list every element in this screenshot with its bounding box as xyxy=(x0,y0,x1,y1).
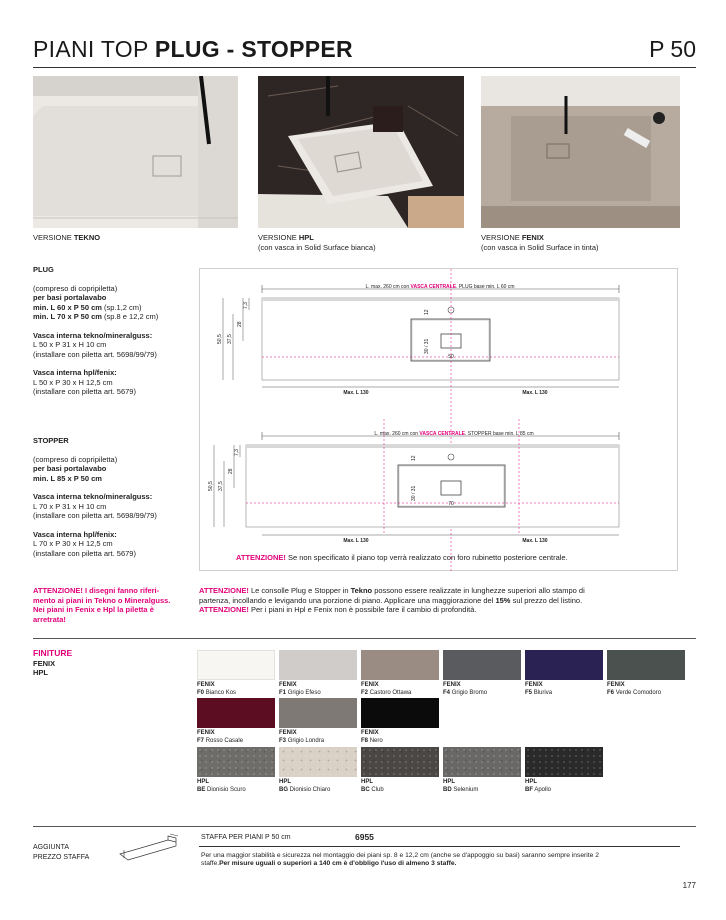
svg-text:30 / 31: 30 / 31 xyxy=(411,485,417,501)
svg-text:70: 70 xyxy=(448,501,454,507)
svg-text:7,3: 7,3 xyxy=(243,302,249,309)
svg-text:28: 28 xyxy=(228,468,234,474)
svg-text:Max. L 130: Max. L 130 xyxy=(522,538,548,544)
svg-text:12: 12 xyxy=(424,309,430,315)
swatch-label-F4: FENIX F4 Grigio Bromo xyxy=(443,682,488,696)
stopper-drawing xyxy=(208,419,619,544)
svg-text:37,5: 37,5 xyxy=(218,481,224,491)
svg-text:50,5: 50,5 xyxy=(217,334,223,344)
swatch-grid xyxy=(197,650,680,800)
photo-tekno xyxy=(33,76,238,228)
drawing-note: ATTENZIONE! Se non specificato il piano top verrà realizzato con foro rubinetto posteriore centrale. xyxy=(236,553,568,562)
svg-text:28: 28 xyxy=(237,321,243,327)
swatch-label-BE: HPL BE Dionisio Scuro xyxy=(197,779,246,793)
swatch-label-F1: FENIX F1 Grigio Efeso xyxy=(279,682,321,696)
staffa-code: 6955 xyxy=(355,832,374,842)
staffa-bracket-icon xyxy=(118,832,180,867)
svg-text:7,3: 7,3 xyxy=(234,449,240,456)
svg-text:Max. L 130: Max. L 130 xyxy=(343,538,369,544)
page-title: PIANI TOP PLUG - STOPPER xyxy=(33,36,353,62)
svg-text:L. max. 260 cm con VASCA CENTR: L. max. 260 cm con VASCA CENTRALE. STOPPER base min. L 85 cm xyxy=(374,431,534,437)
svg-text:Max. L 130: Max. L 130 xyxy=(343,390,369,396)
swatch-F3 xyxy=(279,698,357,728)
swatch-label-F2: FENIX F2 Castoro Ottawa xyxy=(361,682,412,696)
swatch-F0 xyxy=(197,650,275,680)
warning-right: ATTENZIONE! Le consolle Plug e Stopper in Tekno possono essere realizzate in lunghezze superiori allo stampo di partenza, incollando e levigando una porzione di piano. Applicare una maggiorazione del 15% sul prezzo del listino. ATTENZIONE! Per i piani in Hpl e Fenix non è possibile fare il cambio di profondità. xyxy=(199,586,585,614)
warning-left: ATTENZIONE! I disegni fanno riferi- mento ai piani in Tekno o Mineralguss. Nei piani in Fenix e Hpl la piletta è arretrata! xyxy=(33,586,171,624)
finiture-heading: FINITURE FENIX HPL xyxy=(33,648,73,677)
svg-text:50: 50 xyxy=(448,354,454,360)
caption-fenix: VERSIONE FENIX (con vasca in Solid Surface in tinta) xyxy=(481,233,599,252)
svg-text:50,5: 50,5 xyxy=(208,481,214,491)
swatch-F4 xyxy=(443,650,521,680)
swatch-label-BF: HPL BF Apollo xyxy=(525,779,552,793)
svg-text:12: 12 xyxy=(411,455,417,461)
swatch-F8 xyxy=(361,698,439,728)
swatch-BD xyxy=(443,747,521,777)
staffa-row-label: STAFFA PER PIANI P 50 cm xyxy=(201,834,291,841)
swatch-F7 xyxy=(197,698,275,728)
svg-text:Max. L 130: Max. L 130 xyxy=(522,390,548,396)
swatch-label-BC: HPL BC Club xyxy=(361,779,384,793)
page-code: P 50 xyxy=(649,36,696,62)
technical-drawing-box xyxy=(199,268,678,571)
staffa-label: AGGIUNTA PREZZO STAFFA xyxy=(33,844,90,861)
finiture-rule xyxy=(33,638,696,639)
swatch-label-BG: HPL BG Dionisio Chiaro xyxy=(279,779,331,793)
swatch-F2 xyxy=(361,650,439,680)
swatch-label-F6: FENIX F6 Verde Comodoro xyxy=(607,682,662,696)
staffa-note: Per una maggior stabilità e sicurezza nel montaggio dei piani sp. 8 e 12,2 cm (anche se d'appoggio su basi) saranno sempre inserite 2 staffe.Per misure uguali o superiori a 140 cm è d'obbligo l'uso di almeno 3 staffe. xyxy=(201,852,599,867)
svg-text:37,5: 37,5 xyxy=(227,334,233,344)
swatch-F5 xyxy=(525,650,603,680)
swatch-label-F5: FENIX F5 Bluriva xyxy=(525,682,553,696)
swatch-label-F7: FENIX F7 Rosso Casale xyxy=(197,730,244,744)
photo-hpl xyxy=(258,76,464,228)
caption-tekno: VERSIONE TEKNO xyxy=(33,233,101,242)
header-rule xyxy=(33,67,696,68)
staffa-rule xyxy=(33,826,696,827)
swatch-BC xyxy=(361,747,439,777)
swatch-BE xyxy=(197,747,275,777)
plug-spec: PLUG (compreso di copripiletta) per basi portalavabo min. L 60 x P 50 cm (sp.1,2 cm) min. L 70 x P 50 cm (sp.8 e 12,2 cm) Vasca interna tekno/mineralguss: L 50 x P 31 x H 10 cm (installare con piletta art. 5698/99/79) Vasca interna hpl/fenix: L 50 x P 30 x H 12,5 cm (installare con piletta art. 5679) xyxy=(33,265,159,396)
stopper-spec: STOPPER (compreso di copripiletta) per basi portalavabo min. L 85 x P 50 cm Vasca interna tekno/mineralguss: L 70 x P 31 x H 10 cm (installare con piletta art. 5698/99/79) Vasca interna hpl/fenix: L 70 x P 30 x H 12,5 cm (installare con piletta art. 5679) xyxy=(33,436,157,558)
svg-text:30 / 31: 30 / 31 xyxy=(424,338,430,354)
staffa-row-rule xyxy=(199,846,680,847)
swatch-label-F8: FENIX F8 Nero xyxy=(361,730,383,744)
swatch-BF xyxy=(525,747,603,777)
photo-fenix xyxy=(481,76,680,228)
swatch-label-F0: FENIX F0 Bianco Kos xyxy=(197,682,237,696)
svg-text:L. max. 260 cm con VASCA CENTR: L. max. 260 cm con VASCA CENTRALE. PLUG base min. L 60 cm xyxy=(365,284,515,290)
swatch-label-F3: FENIX F3 Grigio Londra xyxy=(279,730,325,744)
caption-hpl: VERSIONE HPL (con vasca in Solid Surface bianca) xyxy=(258,233,376,252)
swatch-F1 xyxy=(279,650,357,680)
swatch-label-BD: HPL BD Selenium xyxy=(443,779,479,793)
page-number: 177 xyxy=(682,881,696,890)
swatch-BG xyxy=(279,747,357,777)
swatch-F6 xyxy=(607,650,685,680)
